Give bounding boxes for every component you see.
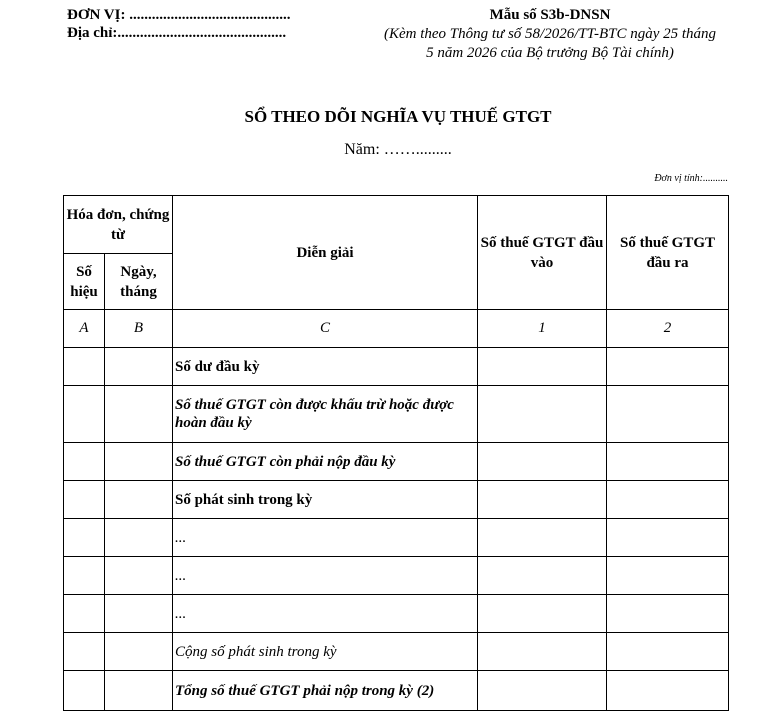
input-vat-cell <box>478 671 607 711</box>
form-info <box>370 6 730 63</box>
vat-ledger-table <box>63 195 729 711</box>
input-vat-cell <box>478 386 607 443</box>
description-cell: Cộng số phát sinh trong kỳ <box>173 633 478 671</box>
legal-basis-line2: 5 năm 2026 của Bộ trưởng Bộ Tài chính) <box>426 45 674 61</box>
date-cell <box>105 557 173 595</box>
input-vat-cell <box>478 595 607 633</box>
input-vat-cell <box>478 481 607 519</box>
date-cell <box>105 595 173 633</box>
input-vat-cell <box>478 443 607 481</box>
number-cell <box>64 348 105 386</box>
column-code: C <box>173 310 478 348</box>
output-vat-cell <box>607 481 729 519</box>
output-vat-header: Số thuế GTGT đầu ra <box>607 196 729 310</box>
input-vat-header: Số thuế GTGT đầu vào <box>478 196 607 310</box>
header-row-1 <box>64 196 729 254</box>
date-cell <box>105 348 173 386</box>
table-row <box>64 557 729 595</box>
number-cell <box>64 519 105 557</box>
table-row <box>64 633 729 671</box>
date-cell <box>105 481 173 519</box>
column-code: A <box>64 310 105 348</box>
date-cell <box>105 443 173 481</box>
description-cell: ... <box>173 595 478 633</box>
description-cell: Số dư đầu kỳ <box>173 348 478 386</box>
table-row <box>64 443 729 481</box>
output-vat-cell <box>607 557 729 595</box>
table-row <box>64 386 729 443</box>
table-row <box>64 671 729 711</box>
address-label: Địa chỉ:............................................. <box>67 25 287 41</box>
table-row <box>64 595 729 633</box>
unit-info <box>67 6 290 42</box>
column-code: B <box>105 310 173 348</box>
description-cell: ... <box>173 557 478 595</box>
number-header: Số hiệu <box>64 254 105 310</box>
output-vat-cell <box>607 633 729 671</box>
date-cell <box>105 633 173 671</box>
output-vat-cell <box>607 671 729 711</box>
output-vat-cell <box>607 386 729 443</box>
output-vat-cell <box>607 595 729 633</box>
date-cell <box>105 671 173 711</box>
description-cell: ... <box>173 519 478 557</box>
description-cell: Số phát sinh trong kỳ <box>173 481 478 519</box>
number-cell <box>64 386 105 443</box>
number-cell <box>64 557 105 595</box>
form-number: Mẫu số S3b-DNSN <box>489 7 611 23</box>
legal-basis-line1: (Kèm theo Thông tư số 58/2026/TT-BTC ngày 25 tháng <box>383 26 717 42</box>
year-line: Năm: ……......... <box>344 141 452 158</box>
input-vat-cell <box>478 633 607 671</box>
document-title: SỔ THEO DÕI NGHĨA VỤ THUẾ GTGT <box>244 107 552 126</box>
number-cell <box>64 481 105 519</box>
input-vat-cell <box>478 557 607 595</box>
output-vat-cell <box>607 443 729 481</box>
date-cell <box>105 386 173 443</box>
table-row <box>64 348 729 386</box>
description-cell: Số thuế GTGT còn phải nộp đầu kỳ <box>173 443 478 481</box>
output-vat-cell <box>607 519 729 557</box>
date-header: Ngày, tháng <box>105 254 173 310</box>
description-header: Diễn giải <box>173 196 478 310</box>
number-cell <box>64 595 105 633</box>
number-cell <box>64 671 105 711</box>
description-cell: Số thuế GTGT còn được khấu trừ hoặc được hoàn đầu kỳ <box>173 386 478 443</box>
table-row <box>64 519 729 557</box>
number-cell <box>64 633 105 671</box>
unit-label: ĐƠN VỊ: ........................................... <box>67 7 291 23</box>
invoice-group-header: Hóa đơn, chứng từ <box>64 196 173 254</box>
column-code-row <box>64 310 729 348</box>
input-vat-cell <box>478 519 607 557</box>
input-vat-cell <box>478 348 607 386</box>
column-code: 2 <box>607 310 729 348</box>
table-row <box>64 481 729 519</box>
column-code: 1 <box>478 310 607 348</box>
description-cell: Tổng số thuế GTGT phải nộp trong kỳ (2) <box>173 671 478 711</box>
number-cell <box>64 443 105 481</box>
currency-unit: Đơn vị tính:.......... <box>654 173 728 184</box>
date-cell <box>105 519 173 557</box>
output-vat-cell <box>607 348 729 386</box>
